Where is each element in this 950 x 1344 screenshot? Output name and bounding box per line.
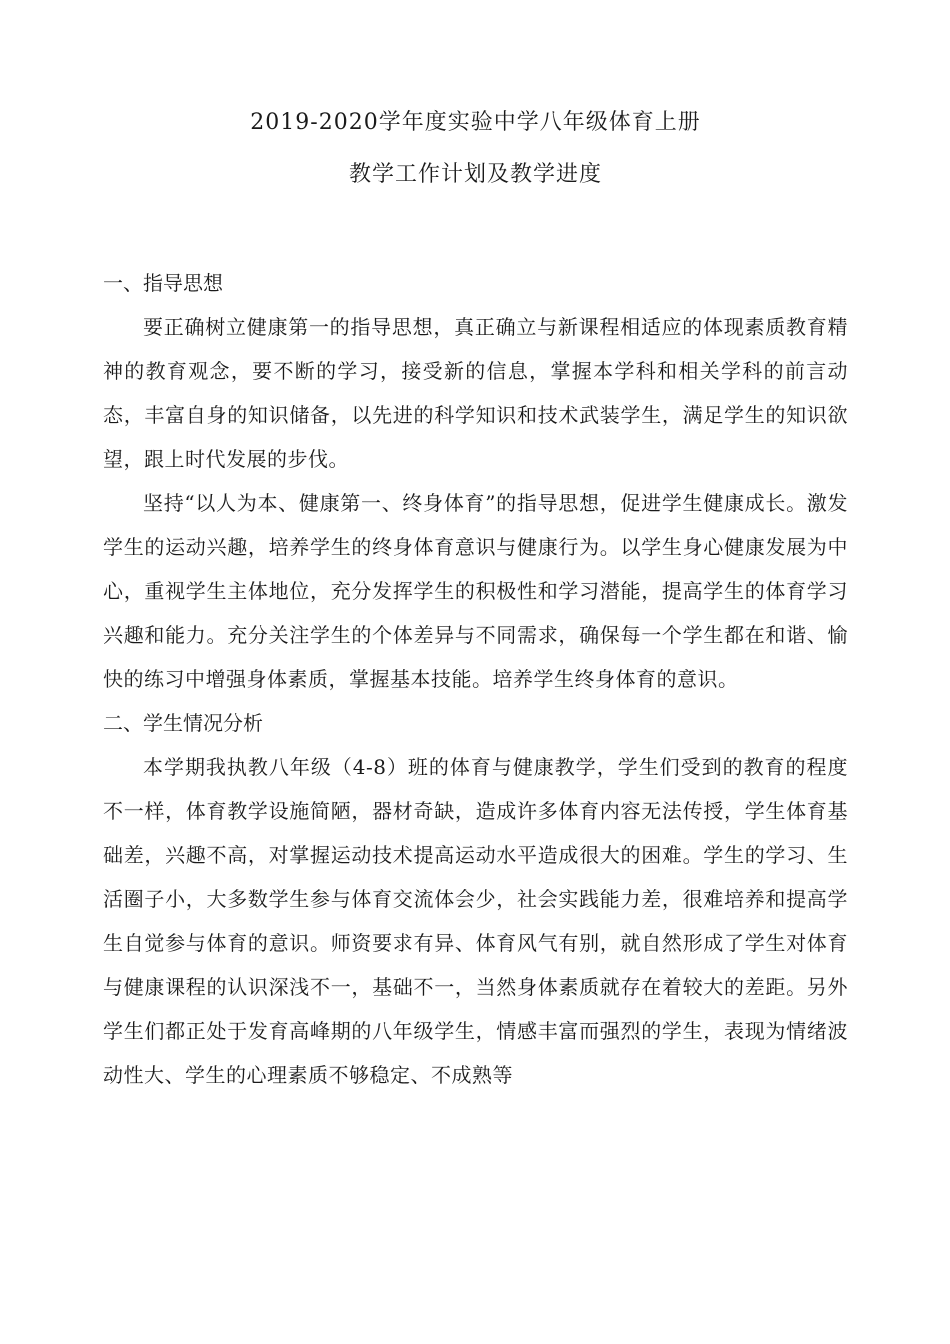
- document-title: [103, 101, 848, 197]
- paragraph: 坚持“以人为本、健康第一、终身体育”的指导思想，促进学生健康成长。激发学生的运动兴趣，培养学生的终身体育意识与健康行为。以学生身心健康发展为中心，重视学生主体地位，充分发挥学生的积极性和学习潜能，提高学生的体育学习兴趣和能力。充分关注学生的个体差异与不同需求，确保每一个学生都在和谐、愉快的练习中增强身体素质，掌握基本技能。培养学生终身体育的意识。: [103, 491, 848, 691]
- section-heading-student-analysis: 二、学生情况分析: [103, 711, 263, 735]
- paragraph: 要正确树立健康第一的指导思想，真正确立与新课程相适应的体现素质教育精神的教育观念，要不断的学习，接受新的信息，掌握本学科和相关学科的前言动态，丰富自身的知识储备，以先进的科学知识和技术武装学生，满足学生的知识欲望，跟上时代发展的步伐。: [103, 315, 848, 471]
- paragraph: 本学期我执教八年级（4-8）班的体育与健康教学，学生们受到的教育的程度不一样，体育教学设施简陋，器材奇缺，造成许多体育内容无法传授，学生体育基础差，兴趣不高，对掌握运动技术提高运动水平造成很大的困难。学生的学习、生活圈子小，大多数学生参与体育交流体会少，社会实践能力差，很难培养和提高学生自觉参与体育的意识。师资要求有异、体育风气有别，就自然形成了学生对体育与健康课程的认识深浅不一，基础不一，当然身体素质就存在着较大的差距。另外学生们都正处于发育高峰期的八年级学生，情感丰富而强烈的学生，表现为情绪波动性大、学生的心理素质不够稳定、不成熟等: [103, 755, 848, 1087]
- section-heading-guiding-ideology: 一、指导思想: [103, 271, 223, 295]
- title-line-2: 教学工作计划及教学进度: [348, 162, 602, 187]
- document-body: [103, 261, 848, 1097]
- title-line-1: 2019-2020学年度实验中学八年级体育上册: [250, 110, 701, 135]
